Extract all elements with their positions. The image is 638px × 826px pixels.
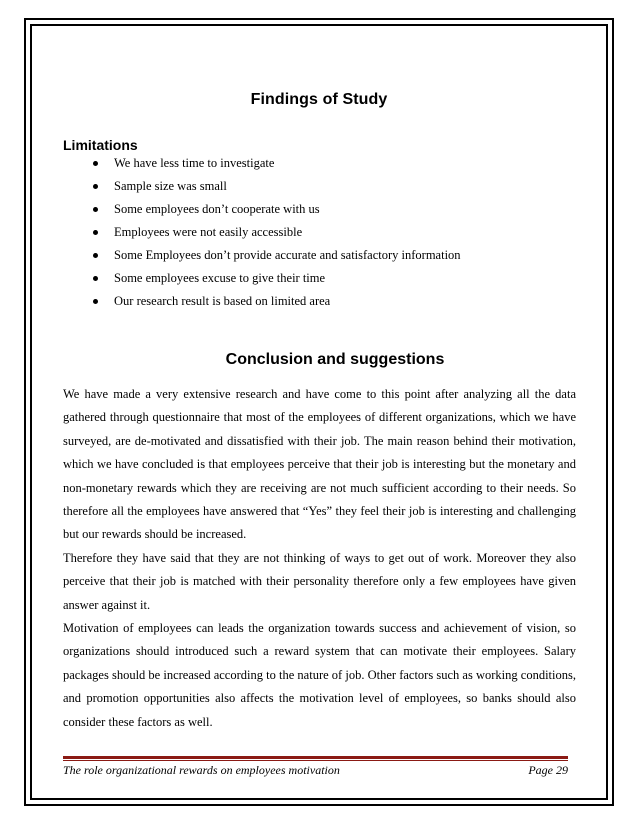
- list-item: Our research result is based on limited area: [93, 290, 461, 313]
- page-title: Findings of Study: [250, 91, 388, 108]
- limitations-heading: Limitations: [63, 137, 138, 153]
- list-item: Sample size was small: [93, 175, 461, 198]
- page-footer: [63, 763, 568, 778]
- list-item: Some employees don’t cooperate with us: [93, 198, 461, 221]
- list-item: Some employees excuse to give their time: [93, 267, 461, 290]
- list-item: We have less time to investigate: [93, 152, 461, 175]
- paragraph: Motivation of employees can leads the organization towards success and achievement of vision, so organizations should introduced such a reward system that can motivate their employees. Salary packages should be increased according to the nature of job. Other factors such as working conditions, and promotion opportunities also affects the motivation level of employees, so banks should also consider these factors as well.: [63, 621, 576, 729]
- limitations-list: [93, 152, 461, 313]
- conclusion-body: [63, 383, 576, 734]
- footer-divider: [63, 756, 568, 759]
- list-item: Employees were not easily accessible: [93, 221, 461, 244]
- conclusion-heading: Conclusion and suggestions: [225, 351, 445, 368]
- paragraph: Therefore they have said that they are not thinking of ways to get out of work. Moreover they also perceive that their job is matched with their personality therefore only a few employees have given answer against it.: [63, 550, 576, 612]
- footer-divider-thin: [63, 760, 568, 761]
- page-number: Page 29: [528, 763, 568, 777]
- footer-title: The role organizational rewards on employees motivation: [63, 763, 340, 777]
- list-item: Some Employees don’t provide accurate and satisfactory information: [93, 244, 461, 267]
- paragraph: We have made a very extensive research and have come to this point after analyzing all the data gathered through questionnaire that most of the employees of different organizations, which we have surveyed, are de-motivated and dissatisfied with their job. The main reason behind their motivation, which we have concluded is that employees perceive that their job is interesting but the monetary and non-monetary rewards which they are receiving are not much sufficient according to their needs. So therefore all the employees have answered that “Yes” they feel their job is interesting and challenging but our rewards should be increased.: [63, 387, 576, 542]
- conclusion-heading-wrapper: [0, 351, 560, 369]
